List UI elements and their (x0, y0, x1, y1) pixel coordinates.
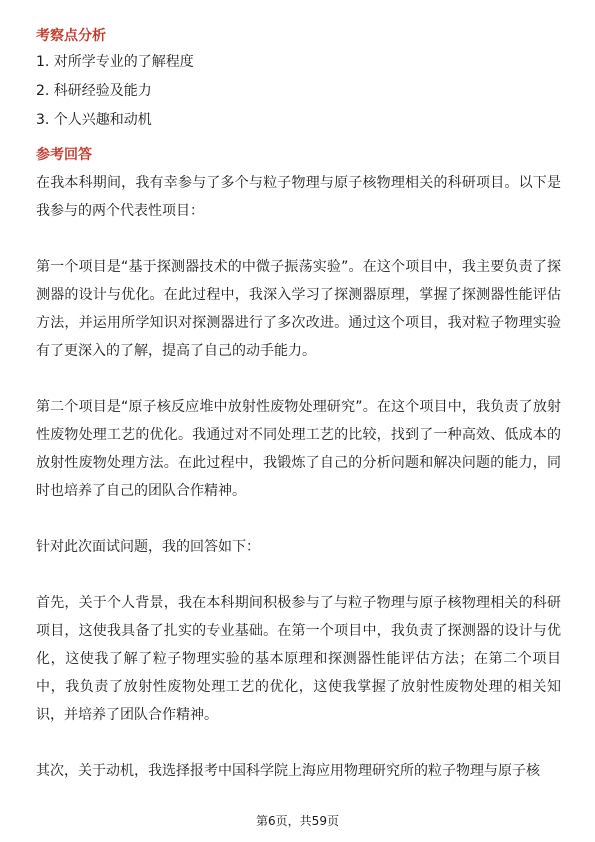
page-number: 第6页，共59页 (256, 814, 339, 828)
exam-points-heading: 考察点分析 (36, 28, 106, 44)
answer-paragraph-intro: 在我本科期间，我有幸参与了多个与粒子物理与原子核物理相关的科研项目。以下是我参与的两个代表性项目： (36, 175, 561, 219)
answer-paragraph-project-2: 第二个项目是“原子核反应堆中放射性废物处理研究”。在这个项目中，我负责了放射性废物处理工艺的优化。我通过对不同处理工艺的比较，找到了一种高效、低成本的放射性废物处理方法。在此过程中，我锻炼了自己的分析问题和解决问题的能力，同时也培养了自己的团队合作精神。 (36, 399, 561, 499)
answer-heading: 参考回答 (36, 147, 92, 163)
exam-point-2: 2. 科研经验及能力 (36, 83, 152, 99)
exam-point-1: 1. 对所学专业的了解程度 (36, 54, 194, 70)
exam-point-3: 3. 个人兴趣和动机 (36, 112, 152, 128)
answer-paragraph-response-intro: 针对此次面试问题，我的回答如下： (36, 539, 260, 555)
answer-paragraph-motivation: 其次，关于动机，我选择报考中国科学院上海应用物理研究所的粒子物理与原子核 (36, 763, 540, 779)
answer-paragraph-project-1: 第一个项目是“基于探测器技术的中微子振荡实验”。在这个项目中，我主要负责了探测器的设计与优化。在此过程中，我深入学习了探测器原理，掌握了探测器性能评估方法，并运用所学知识对探测器进行了多次改进。通过这个项目，我对粒子物理实验有了更深入的了解，提高了自己的动手能力。 (36, 259, 561, 359)
answer-paragraph-background: 首先，关于个人背景，我在本科期间积极参与了与粒子物理与原子核物理相关的科研项目，这使我具备了扎实的专业基础。在第一个项目中，我负责了探测器的设计与优化，这使我了解了粒子物理实验的基本原理和探测器性能评估方法；在第二个项目中，我负责了放射性废物处理工艺的优化，这使我掌握了放射性废物处理的相关知识，并培养了团队合作精神。 (36, 595, 561, 723)
